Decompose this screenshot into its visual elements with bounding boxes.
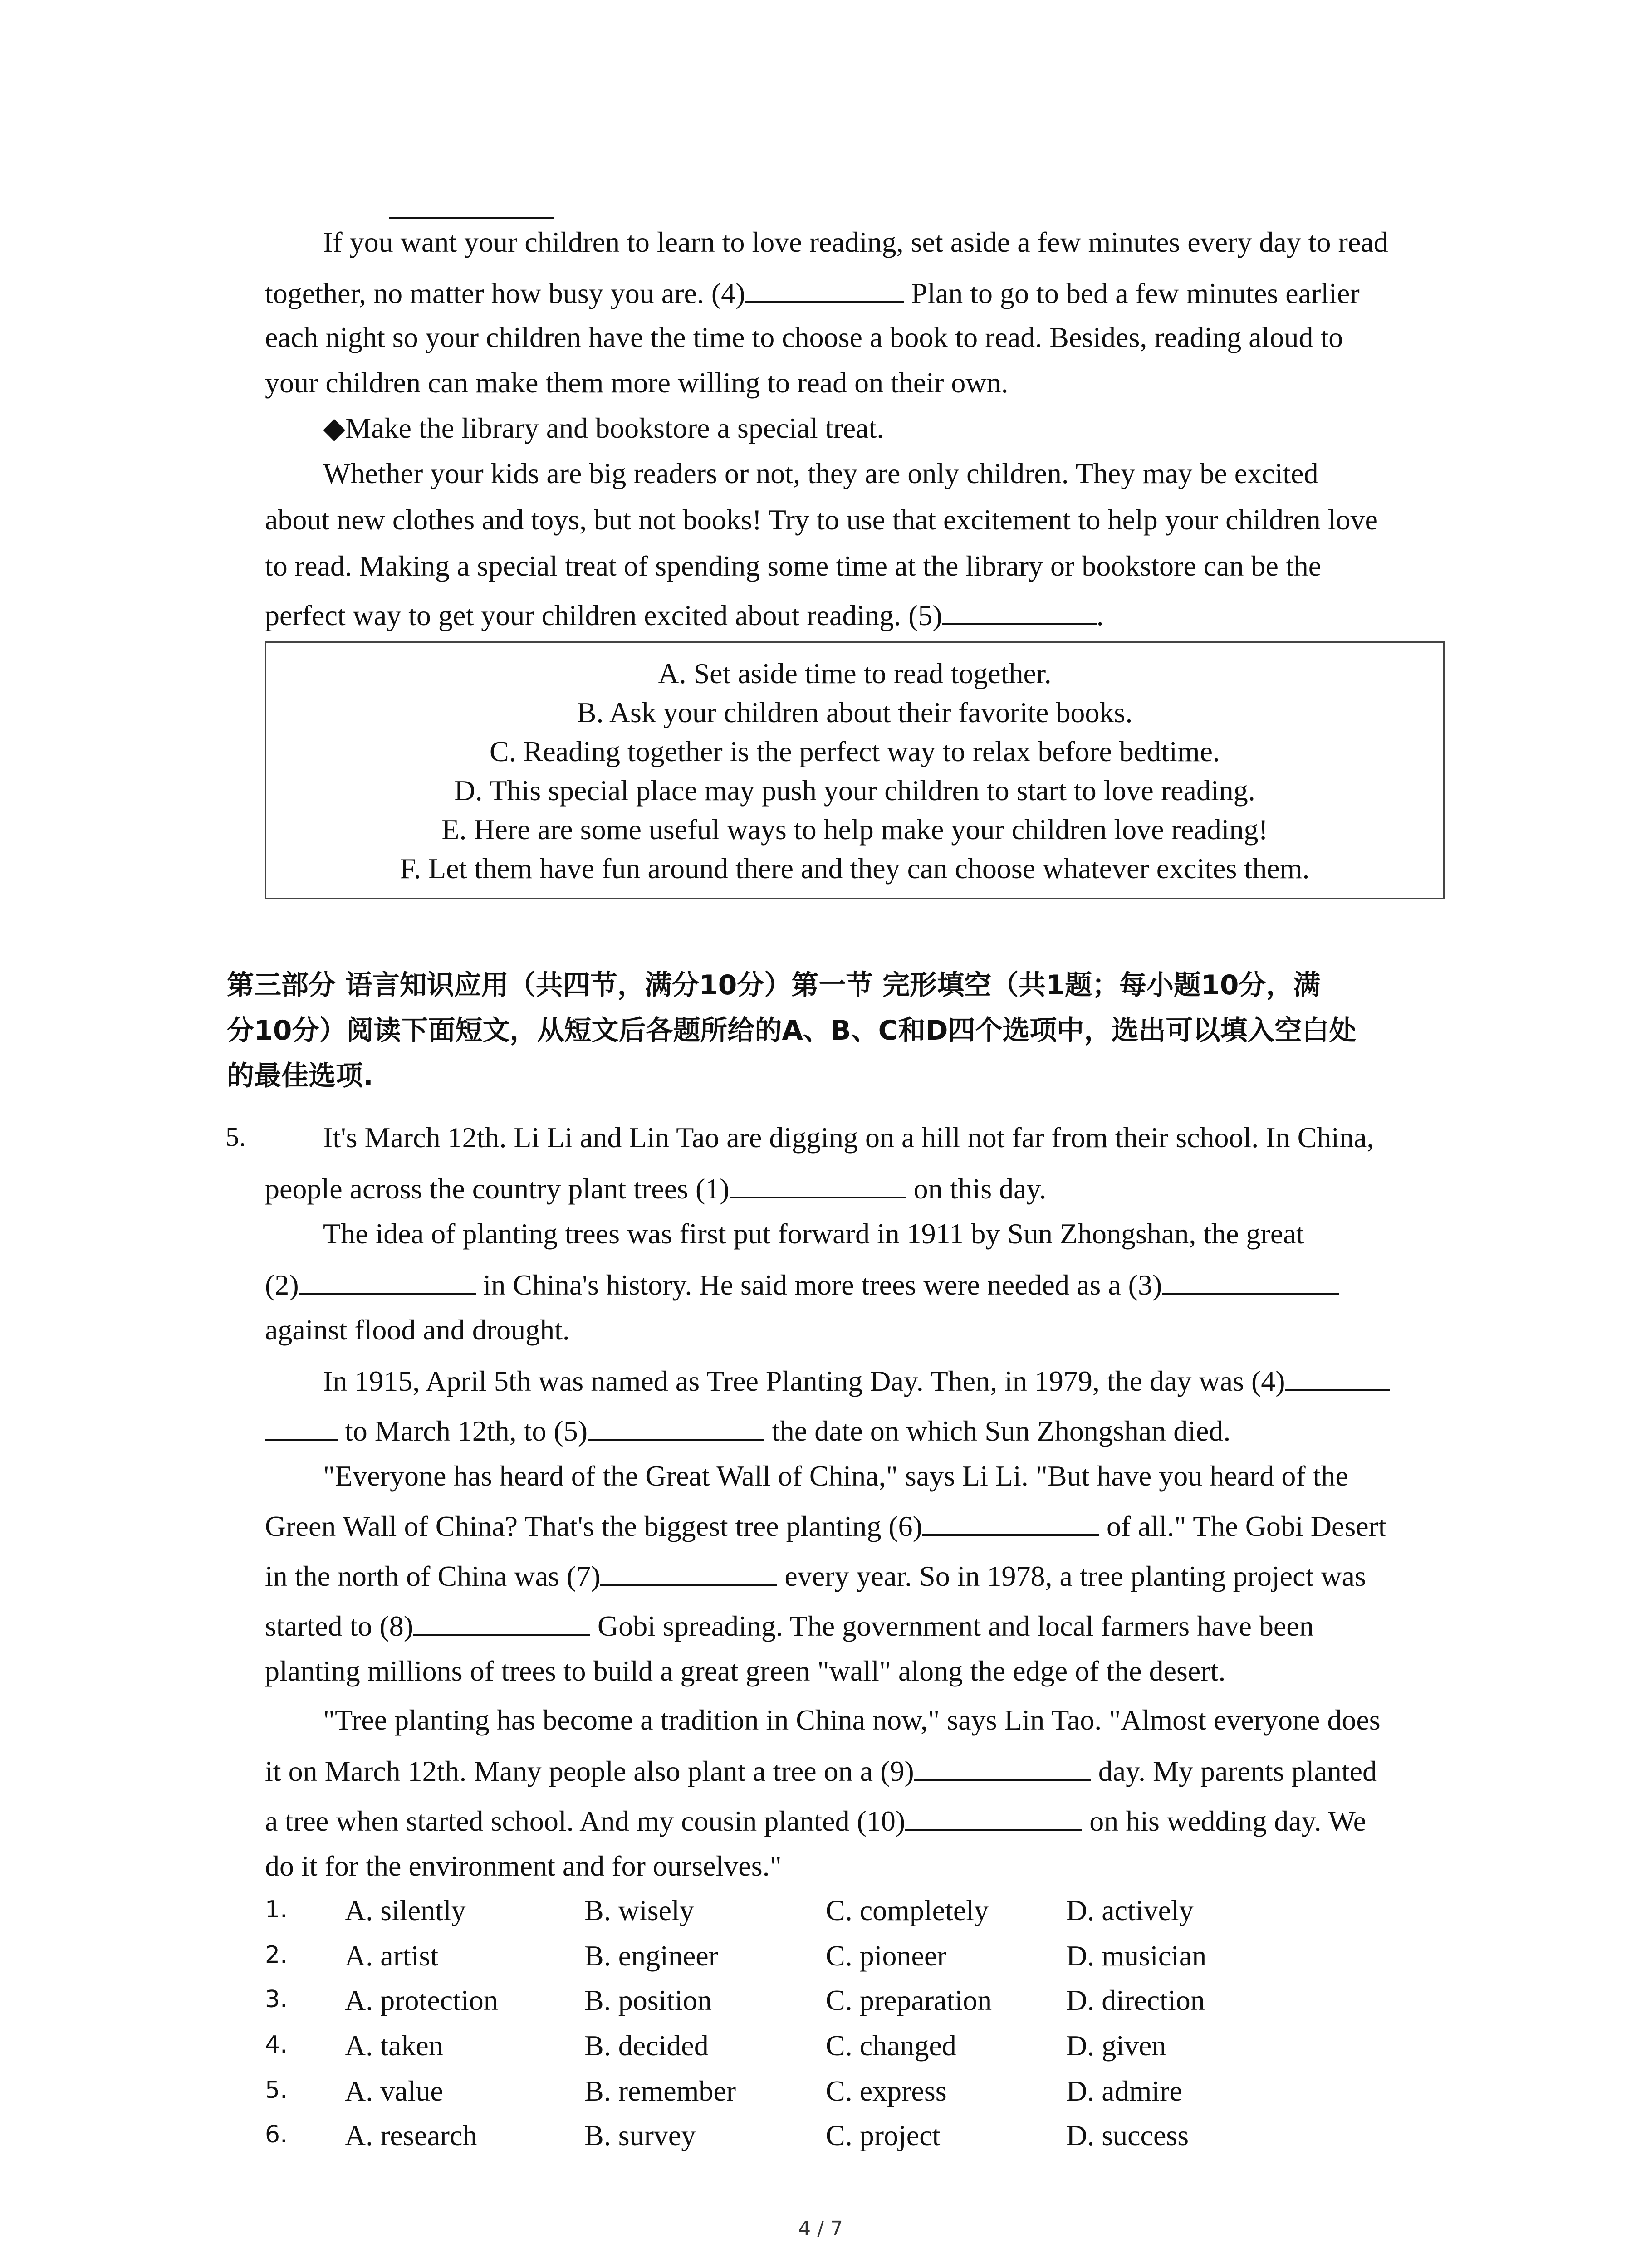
fill-in-blank	[942, 600, 1097, 625]
cloze-text: people across the country plant trees (1)	[265, 1173, 730, 1205]
option-item: E. Here are some useful ways to help make your children love reading!	[441, 813, 1268, 846]
cloze-text: a tree when started school. And my cousin planted (10)	[265, 1805, 906, 1837]
section-heading-line: 分10分）阅读下面短文，从短文后各题所给的A、B、C和D四个选项中，选出可以填入空白处	[227, 1015, 1357, 1046]
choice-option-c: C. preparation	[826, 1984, 992, 2016]
choice-option-a: A. artist	[345, 1940, 439, 1972]
passage-text: .	[1096, 599, 1104, 631]
fill-in-blank	[922, 1510, 1099, 1536]
cloze-text: do it for the environment and for ourselves."	[265, 1850, 782, 1882]
passage-line	[323, 414, 884, 443]
passage-line	[265, 278, 1360, 308]
passage-text: ◆Make the library and bookstore a special treat.	[323, 412, 884, 444]
choice-option-b: B. remember	[584, 2075, 736, 2107]
passage-text: your children can make them more willing to read on their own.	[265, 367, 1009, 399]
cloze-line	[265, 1610, 1314, 1641]
fill-in-blank	[1162, 1269, 1339, 1295]
cloze-text: every year. So in 1978, a tree planting project was	[777, 1560, 1366, 1592]
passage-text: Whether your kids are big readers or not, they are only children. They may be excited	[323, 457, 1318, 489]
cloze-line	[265, 1657, 1225, 1686]
choice-option-a: A. protection	[345, 1984, 498, 2016]
passage-text: Plan to go to bed a few minutes earlier	[904, 277, 1360, 309]
passage-text: perfect way to get your children excited about reading. (5)	[265, 599, 942, 631]
choice-row-number: 5.	[265, 2077, 288, 2104]
cloze-text: in the north of China was (7)	[265, 1560, 601, 1592]
choice-option-b: B. position	[584, 1984, 712, 2016]
choice-row-number: 1.	[265, 1896, 288, 1923]
cloze-text: to March 12th, to (5)	[338, 1415, 588, 1447]
choice-row-number: 6.	[265, 2121, 288, 2148]
page-number: 4 / 7	[798, 2217, 843, 2240]
choice-option-a: A. taken	[345, 2029, 443, 2062]
choice-option-d: D. actively	[1066, 1894, 1194, 1926]
cloze-text: (2)	[265, 1269, 299, 1301]
options-box	[265, 641, 1445, 899]
choice-option-d: D. given	[1066, 2029, 1166, 2062]
cloze-text: "Everyone has heard of the Great Wall of China," says Li Li. "But have you heard of the	[323, 1460, 1348, 1492]
fill-in-blank	[905, 1805, 1082, 1831]
cloze-text: of all." The Gobi Desert	[1099, 1510, 1386, 1542]
cloze-line	[265, 1315, 570, 1344]
fill-in-blank	[730, 1173, 906, 1198]
choice-option-b: B. survey	[584, 2119, 696, 2151]
cloze-text: started to (8)	[265, 1610, 413, 1642]
choice-option-d: D. direction	[1066, 1984, 1205, 2016]
passage-text: together, no matter how busy you are. (4)	[265, 277, 745, 309]
cloze-text: "Tree planting has become a tradition in China now," says Lin Tao. "Almost everyone does	[323, 1704, 1381, 1736]
cloze-text: The idea of planting trees was first put forward in 1911 by Sun Zhongshan, the great	[323, 1217, 1304, 1250]
cloze-text: it on March 12th. Many people also plant a tree on a (9)	[265, 1755, 914, 1787]
option-item: B. Ask your children about their favorite books.	[577, 696, 1133, 728]
cloze-text: Green Wall of China? That's the biggest tree planting (6)	[265, 1510, 922, 1542]
cloze-line	[323, 1706, 1381, 1735]
fill-in-blank	[588, 1415, 764, 1441]
passage-line	[265, 368, 1009, 397]
choice-row-number: 3.	[265, 1986, 288, 2013]
cloze-text: in China's history. He said more trees were needed as a (3)	[475, 1269, 1162, 1301]
fill-in-blank	[299, 1269, 476, 1295]
choice-option-c: C. completely	[826, 1894, 989, 1926]
choice-option-c: C. pioneer	[826, 1940, 947, 1972]
fill-in-blank	[914, 1755, 1091, 1781]
cloze-line	[323, 1219, 1304, 1248]
choice-option-c: C. changed	[826, 2029, 956, 2062]
choice-option-c: C. project	[826, 2119, 941, 2151]
cloze-text: It's March 12th. Li Li and Lin Tao are digging on a hill not far from their school. In China,	[323, 1121, 1374, 1154]
answer-blank-line	[389, 217, 554, 219]
passage-line	[265, 505, 1378, 534]
cloze-line	[323, 1365, 1390, 1396]
cloze-line	[323, 1123, 1374, 1152]
cloze-text: Gobi spreading. The government and local farmers have been	[590, 1610, 1314, 1642]
option-item: D. This special place may push your children to start to love reading.	[454, 774, 1255, 807]
cloze-line	[323, 1461, 1348, 1491]
passage-line	[323, 459, 1318, 488]
choice-option-b: B. decided	[584, 2029, 709, 2062]
cloze-text: against flood and drought.	[265, 1314, 570, 1346]
question-number: 5.	[225, 1122, 246, 1152]
choice-option-b: B. wisely	[584, 1894, 694, 1926]
cloze-text: the date on which Sun Zhongshan died.	[764, 1415, 1231, 1447]
choice-row-number: 2.	[265, 1941, 288, 1969]
fill-in-blank	[600, 1560, 777, 1586]
fill-in-blank	[1285, 1365, 1390, 1391]
fill-in-blank	[413, 1610, 590, 1636]
choice-option-d: D. success	[1066, 2119, 1189, 2151]
choice-option-d: D. musician	[1066, 1940, 1207, 1972]
fill-in-blank	[265, 1415, 338, 1441]
option-item: F. Let them have fun around there and they can choose whatever excites them.	[400, 852, 1310, 885]
choice-option-a: A. silently	[345, 1894, 466, 1926]
option-item: A. Set aside time to read together.	[658, 657, 1052, 689]
cloze-text: day. My parents planted	[1091, 1755, 1377, 1787]
choice-option-d: D. admire	[1066, 2075, 1182, 2107]
fill-in-blank	[745, 278, 904, 303]
passage-line	[265, 552, 1321, 581]
cloze-text: In 1915, April 5th was named as Tree Planting Day. Then, in 1979, the day was (4)	[323, 1365, 1285, 1397]
option-item: C. Reading together is the perfect way to relax before bedtime.	[489, 735, 1220, 767]
passage-line	[265, 600, 1104, 630]
passage-line	[323, 228, 1388, 257]
cloze-line	[265, 1560, 1366, 1591]
cloze-text: on his wedding day. We	[1082, 1805, 1367, 1837]
section-heading-line: 的最佳选项.	[227, 1060, 373, 1092]
passage-line	[265, 323, 1343, 352]
passage-text: about new clothes and toys, but not books! Try to use that excitement to help your children love	[265, 503, 1378, 536]
cloze-line	[265, 1510, 1386, 1541]
choice-row-number: 4.	[265, 2031, 288, 2058]
choice-option-c: C. express	[826, 2075, 947, 2107]
choice-option-a: A. value	[345, 2075, 443, 2107]
section-heading-line: 第三部分 语言知识应用（共四节，满分10分）第一节 完形填空（共1题；每小题10分，满	[227, 969, 1321, 1001]
cloze-line	[265, 1755, 1377, 1786]
choice-option-b: B. engineer	[584, 1940, 718, 1972]
cloze-text: on this day.	[906, 1173, 1047, 1205]
cloze-line	[265, 1852, 782, 1881]
passage-text: If you want your children to learn to love reading, set aside a few minutes every day to read	[323, 226, 1388, 258]
passage-text: to read. Making a special treat of spending some time at the library or bookstore can be the	[265, 550, 1322, 582]
cloze-line	[265, 1805, 1366, 1836]
cloze-text: planting millions of trees to build a great green "wall" along the edge of the desert.	[265, 1655, 1226, 1687]
choice-option-a: A. research	[345, 2119, 477, 2151]
cloze-line	[265, 1269, 1339, 1300]
passage-text: each night so your children have the time to choose a book to read. Besides, reading aloud to	[265, 321, 1343, 353]
cloze-line	[265, 1415, 1230, 1446]
cloze-line	[265, 1173, 1046, 1203]
